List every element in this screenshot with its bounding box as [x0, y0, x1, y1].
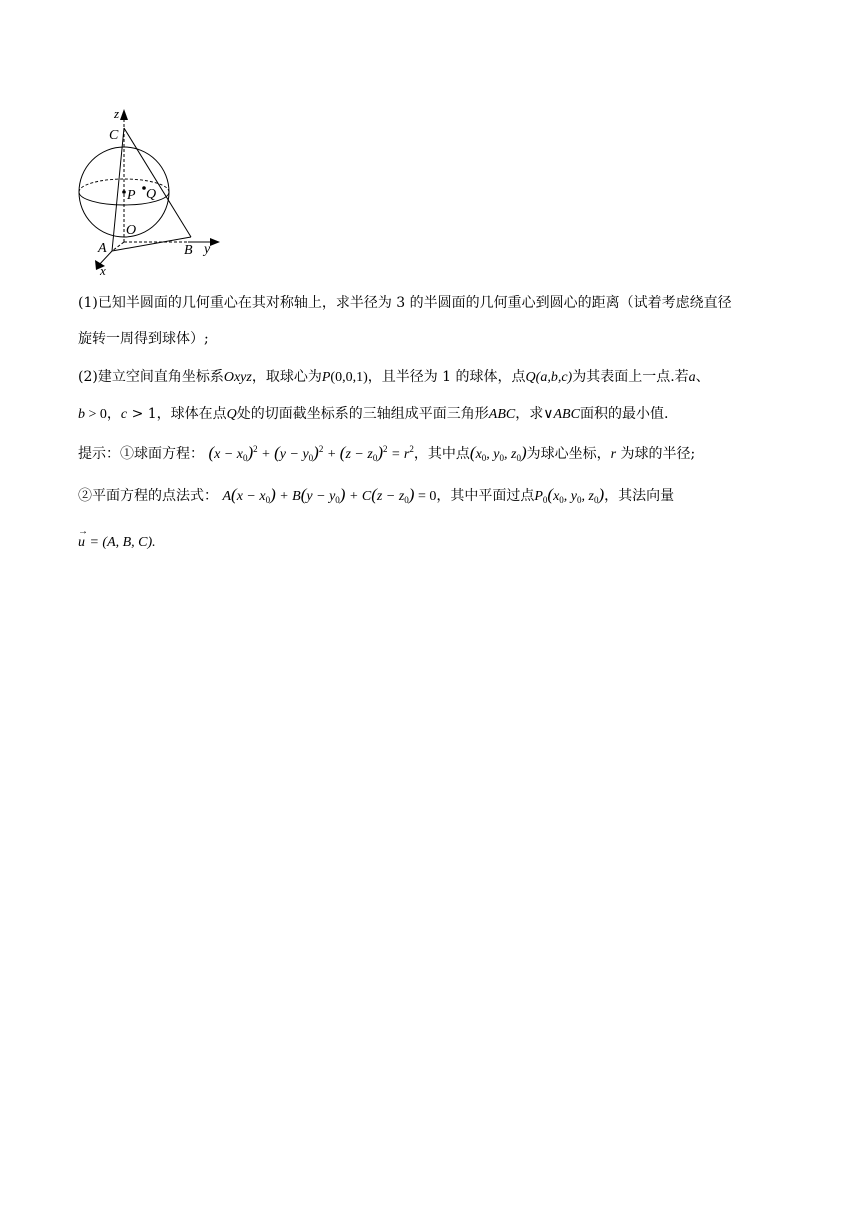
q2-text-m: > 0，	[85, 407, 121, 422]
hint-1-prefix: 提示：①球面方程：	[78, 446, 204, 462]
label-Q: Q	[146, 187, 157, 202]
var-a: a	[688, 370, 696, 385]
coord-system-name: Oxyz	[223, 370, 252, 385]
question-2-line-1	[78, 366, 710, 386]
normal-vector-value: = (A, B, C).	[89, 535, 156, 550]
hint-1-center-text: 为球心坐标，	[526, 446, 611, 462]
question-1-line-1: (1)已知半圆面的几何重心在其对称轴上，求半径为 3 的半圆面的几何重心到圆心的距离（试着考虑绕直径	[78, 295, 732, 311]
sphere-tetrahedron-figure	[70, 100, 230, 280]
normal-vector: → u	[78, 526, 88, 550]
center-P-coords: (0,0,1)	[330, 370, 368, 385]
y-arrow	[210, 238, 220, 246]
q2-text-s: ，求∨	[515, 406, 554, 422]
q2-text-q: 处的切面截坐标系的三轴组成平面三角形	[236, 406, 489, 422]
edge-CA	[112, 128, 124, 251]
label-C: C	[109, 128, 119, 143]
q2-text-c: ，取球心为	[251, 369, 322, 385]
vector-arrow: →	[78, 526, 88, 537]
z-arrow	[120, 109, 128, 120]
point-Q-coords: (a,b,c)	[535, 370, 573, 385]
center-P: P	[321, 370, 331, 385]
hint-3-line	[78, 526, 156, 551]
label-x: x	[100, 263, 106, 278]
edge-CB	[124, 128, 191, 237]
plane-equation: $A(x - x_0) + B(y - y_0) + C(z - z_0) = 0$	[222, 485, 437, 505]
plane-point: $P_0(x_0$, $y_0$, $z_0$)	[534, 485, 605, 505]
question-2-line-2	[78, 403, 668, 423]
point-P	[122, 190, 126, 194]
label-O: O	[126, 223, 137, 238]
label-P: P	[127, 188, 136, 203]
label-y: y	[204, 242, 211, 257]
hint-2-prefix: ②平面方程的点法式：	[78, 488, 218, 504]
q2-text-a: (2)建立空间直角坐标系	[78, 369, 224, 385]
triangle-name-2: ABC	[553, 407, 580, 422]
hint-1-suffix: ，其中点	[413, 446, 470, 462]
point-Q-name: Q	[525, 370, 536, 385]
q2-text-u: 面积的最小值.	[579, 406, 669, 422]
q2-text-f: ，且半径为 1 的球体，点	[367, 369, 526, 385]
label-B: B	[184, 243, 193, 258]
q2-text-k: 、	[695, 369, 710, 385]
center-coords: ($x_0$, $y_0$, $z_0$)	[469, 443, 527, 463]
hint-1-r-text: 为球的半径;	[620, 446, 696, 462]
q2-text-i: 为其表面上一点.若	[572, 369, 689, 385]
label-z: z	[114, 106, 120, 121]
var-r: r	[610, 447, 617, 462]
sphere-equation: $(x - x_0)^2 + (y - y_0)^2 + (z - z_0)^2 = r^2$	[208, 443, 414, 463]
var-c: c	[120, 407, 128, 422]
hint-2-end: ，其法向量	[604, 488, 675, 504]
triangle-name: ABC	[488, 407, 516, 422]
hint-2-mid: ，其中平面过点	[436, 488, 535, 504]
var-b: b	[78, 407, 85, 422]
hint-2-line	[78, 485, 674, 505]
label-A: A	[98, 241, 107, 256]
question-1-line-2: 旋转一周得到球体）;	[78, 331, 209, 347]
hint-1-line	[78, 443, 695, 463]
point-Q-ref: Q	[226, 407, 237, 422]
q2-text-o: > 1，球体在点	[127, 406, 227, 422]
